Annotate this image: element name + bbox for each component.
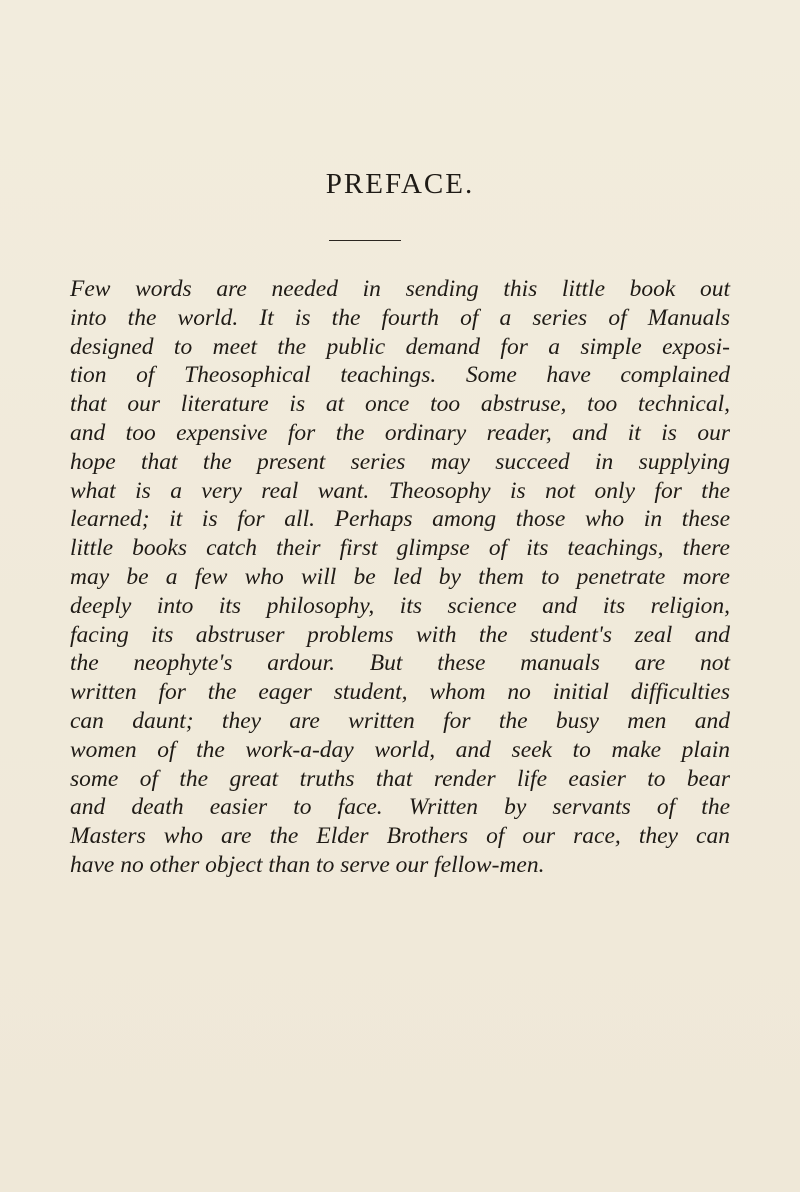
text-line: and death easier to face. Written by servants of the xyxy=(70,794,730,821)
text-line: facing its abstruser problems with the student's zeal and xyxy=(70,621,730,648)
text-line: deeply into its philosophy, its science and its religion, xyxy=(70,592,730,619)
text-line: what is a very real want. Theosophy is not only for the xyxy=(70,477,730,504)
text-line: the neophyte's ardour. But these manuals are not xyxy=(70,650,730,677)
text-line: that our literature is at once too abstruse, too technical, xyxy=(70,391,730,418)
text-line: women of the work-a-day world, and seek to make plain xyxy=(70,736,730,763)
preface-paragraph xyxy=(70,275,730,880)
text-line: may be a few who will be led by them to penetrate more xyxy=(70,563,730,590)
text-line: written for the eager student, whom no initial difficulties xyxy=(70,679,730,706)
text-line: learned; it is for all. Perhaps among those who in these xyxy=(70,506,730,533)
text-line: tion of Theosophical teachings. Some have complained xyxy=(70,362,730,389)
text-line: little books catch their first glimpse of its teachings, there xyxy=(70,535,730,562)
text-line: designed to meet the public demand for a simple exposi- xyxy=(70,333,730,360)
title-divider xyxy=(329,240,401,241)
text-line: have no other object than to serve our fellow-men. xyxy=(70,851,545,878)
text-line: can daunt; they are written for the busy men and xyxy=(70,707,730,734)
text-line: Few words are needed in sending this little book out xyxy=(70,276,730,302)
text-line: into the world. It is the fourth of a series of Manuals xyxy=(70,304,730,331)
text-line: Masters who are the Elder Brothers of our race, they can xyxy=(70,823,730,850)
text-line: and too expensive for the ordinary reader, and it is our xyxy=(70,419,730,446)
text-line: hope that the present series may succeed in supplying xyxy=(70,448,730,475)
page-title: PREFACE. xyxy=(325,168,475,200)
text-line: some of the great truths that render life easier to bear xyxy=(70,765,730,792)
